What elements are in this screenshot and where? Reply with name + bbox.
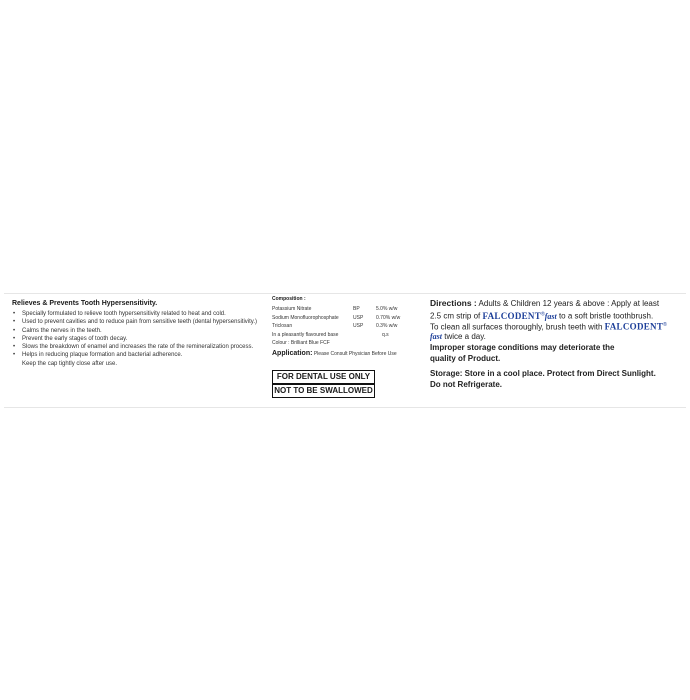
benefit-item: • Helps in reducing plaque formation and bacterial adherence. (13, 352, 183, 359)
directions-label: Directions : (430, 298, 477, 308)
improper-storage-line-2: quality of Product. (430, 354, 501, 363)
directions-text: 2.5 cm strip of (430, 311, 481, 321)
directions-text: twice a day. (444, 332, 486, 341)
ingredient-name: Potassium Nitrate (272, 306, 312, 312)
bullet-icon: • (13, 327, 16, 334)
composition-section (272, 296, 412, 357)
ingredient-amount: 0.70% w/w (376, 314, 401, 321)
ingredient-amount: 5.0% w/w (376, 306, 398, 312)
brand-variant: fast (430, 332, 442, 341)
benefits-heading: Relieves & Prevents Tooth Hypersensitivity. (12, 300, 158, 307)
registered-mark: ® (663, 322, 667, 328)
benefit-item: • Specially formulated to relieve tooth hypersensitivity related to heat and cold. (13, 311, 226, 317)
directions-section (430, 298, 680, 390)
composition-row (272, 306, 412, 315)
dental-use-warning: FOR DENTAL USE ONLY (272, 370, 375, 384)
benefits-section (12, 300, 262, 368)
registered-mark: ® (541, 311, 545, 317)
brand-variant: fast (544, 311, 557, 321)
application-line (272, 350, 412, 357)
composition-row (272, 315, 412, 324)
bullet-icon: • (13, 344, 16, 351)
benefit-item: • Used to prevent cavities and to reduce pain from sensitive teeth (dental hypersensitivity.) (13, 319, 258, 326)
ingredient-name: Sodium Monofluorophosphate (272, 314, 339, 321)
brand-name: FALCODENT (482, 310, 542, 321)
bullet-icon: • (13, 335, 16, 342)
qs-text: q.s (382, 331, 389, 338)
composition-base (272, 332, 412, 340)
ingredient-name: Triclosan (272, 323, 293, 329)
colour-text: Colour : Brilliant Blue FCF (272, 339, 330, 346)
directions-text: Adults & Children 12 years & above : Apply at least (478, 299, 660, 308)
no-refrigerate-line: Do not Refrigerate. (430, 380, 503, 389)
ingredient-amount: 0.3% w/w (376, 323, 398, 329)
bullet-icon: • (13, 352, 16, 359)
directions-text: to a soft bristle toothbrush. (558, 311, 654, 321)
application-text: Please Consult Physician Before Use (313, 350, 397, 357)
benefit-item: • Calms the nerves in the teeth. (13, 327, 102, 334)
directions-text: To clean all surfaces thoroughly, brush teeth with (430, 322, 603, 332)
benefits-list (12, 310, 262, 360)
directions-line-1 (430, 298, 680, 309)
benefit-item: • Prevent the early stages of tooth decay. (13, 335, 128, 342)
ingredient-standard: USP (353, 323, 364, 329)
brand-name: FALCODENT (604, 321, 664, 332)
benefit-item: • Slows the breakdown of enamel and increases the rate of the remineralization process. (13, 344, 254, 351)
ingredient-standard: USP (353, 314, 364, 321)
storage-line: Storage: Store in a cool place. Protect from Direct Sunlight. (430, 369, 656, 378)
bullet-icon: • (13, 311, 16, 317)
composition-title: Composition : (272, 296, 306, 302)
not-swallow-warning: NOT TO BE SWALLOWED (272, 384, 375, 398)
base-text: In a pleasantly flavoured base (272, 331, 339, 338)
application-label: Application: (272, 349, 313, 357)
directions-line-4 (430, 331, 680, 342)
directions-line-2 (430, 309, 680, 320)
improper-storage-line-1: Improper storage conditions may deteriorate the (430, 343, 615, 352)
ingredient-standard: BP (353, 306, 360, 312)
bullet-icon: • (13, 319, 16, 326)
composition-row (272, 323, 412, 332)
care-note: Keep the cap tightly close after use. (22, 360, 118, 367)
directions-line-3 (430, 320, 680, 331)
